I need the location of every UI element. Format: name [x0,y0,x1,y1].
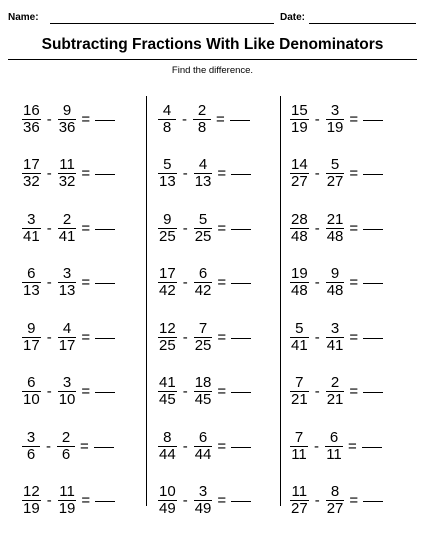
equals-sign: = [81,492,91,509]
answer-blank[interactable] [363,120,383,121]
fraction [22,103,41,136]
answer-blank[interactable] [363,174,383,175]
numerator: 18 [194,374,212,391]
denominator: 10 [23,391,40,408]
fraction [158,212,177,245]
answer-blank[interactable] [95,229,115,230]
answer-blank[interactable] [95,283,115,284]
fraction [57,430,75,463]
equals-sign: = [217,383,227,400]
numerator: 19 [291,265,308,282]
numerator: 3 [62,374,72,391]
answer-blank[interactable] [363,501,383,502]
answer-blank[interactable] [231,392,251,393]
answer-blank[interactable] [231,229,251,230]
date-label: Date: [280,12,306,23]
denominator: 48 [326,227,344,245]
subtraction-problem [290,371,383,413]
denominator: 45 [159,391,176,408]
subtraction-problem [158,425,251,467]
answer-blank[interactable] [95,174,115,175]
equals-sign: = [81,110,91,128]
denominator: 41 [23,227,40,245]
page-title: Subtracting Fractions With Like Denominators [41,36,384,53]
subtraction-problem [290,98,383,140]
minus-sign: - [182,383,188,400]
numerator: 3 [198,483,208,500]
numerator: 8 [330,483,340,500]
fraction [194,375,213,408]
equals-sign: = [216,110,225,128]
equals-sign: = [349,383,359,400]
denominator: 42 [194,282,212,299]
fraction [326,266,345,299]
denominator: 27 [326,173,344,190]
denominator: 36 [58,118,76,136]
minus-sign: - [314,274,320,291]
denominator: 13 [194,173,212,190]
equals-sign: = [217,219,227,237]
fraction [22,321,41,354]
denominator: 19 [58,500,76,517]
answer-blank[interactable] [363,229,383,230]
numerator: 3 [330,319,340,337]
fraction [158,266,177,299]
fraction [326,321,345,354]
fraction [194,212,213,245]
denominator: 13 [159,173,176,190]
fraction [194,157,213,190]
fraction [58,103,77,136]
worksheet-header [8,12,417,28]
column-divider [280,96,281,506]
minus-sign: - [314,110,320,128]
subtraction-problem [22,207,115,249]
subtraction-problem [290,425,382,467]
equals-sign: = [81,328,91,346]
answer-blank[interactable] [363,283,383,284]
equals-sign: = [81,219,91,237]
numerator: 41 [159,374,176,391]
subtraction-problem [290,262,383,304]
numerator: 3 [27,210,36,228]
minus-sign: - [314,165,320,182]
numerator: 15 [291,101,308,119]
denominator: 36 [23,118,40,136]
column-divider [146,96,147,506]
fraction [290,212,309,245]
numerator: 9 [27,319,36,337]
subtraction-problem [158,262,251,304]
numerator: 5 [163,156,172,173]
numerator: 6 [198,428,208,446]
minus-sign: - [46,437,51,455]
equals-sign: = [81,165,91,182]
equals-sign: = [217,165,227,182]
fraction [194,484,213,517]
denominator: 48 [291,227,308,245]
minus-sign: - [314,437,319,455]
denominator: 6 [26,445,36,463]
fraction [290,266,309,299]
minus-sign: - [182,110,187,128]
denominator: 41 [326,336,344,354]
denominator: 32 [23,173,40,190]
denominator: 8 [197,118,207,136]
numerator: 4 [162,101,172,119]
numerator: 6 [27,265,36,282]
answer-blank[interactable] [231,338,251,339]
fraction [158,484,177,517]
equals-sign: = [81,383,91,400]
numerator: 8 [163,428,172,446]
denominator: 25 [194,227,212,245]
fraction [58,321,77,354]
answer-blank[interactable] [230,120,250,121]
minus-sign: - [46,274,52,291]
numerator: 3 [26,428,36,446]
numerator: 5 [330,156,340,173]
denominator: 11 [326,445,342,463]
denominator: 41 [58,227,76,245]
numerator: 2 [62,210,72,228]
denominator: 10 [58,391,76,408]
minus-sign: - [314,219,320,237]
equals-sign: = [80,437,89,455]
equals-sign: = [81,274,91,291]
fraction [290,484,309,517]
subtraction-problem [22,480,115,522]
fraction [290,375,309,408]
denominator: 49 [159,500,176,517]
denominator: 44 [194,445,212,463]
equals-sign: = [348,437,357,455]
subtraction-problem [290,480,383,522]
denominator: 27 [291,173,308,190]
fraction [158,430,177,463]
subtraction-problem [290,316,383,358]
subtraction-problem [158,98,250,140]
minus-sign: - [46,219,52,237]
equals-sign: = [217,328,227,346]
minus-sign: - [46,165,52,182]
subtraction-problem [22,425,114,467]
fraction [194,321,213,354]
answer-blank[interactable] [231,447,251,448]
denominator: 48 [291,282,308,299]
numerator: 2 [197,101,207,119]
numerator: 12 [159,319,176,337]
subtraction-problem [22,98,115,140]
denominator: 25 [159,336,176,354]
subtraction-problem [290,153,383,195]
minus-sign: - [46,110,52,128]
numerator: 7 [198,319,208,337]
minus-sign: - [182,274,188,291]
fraction [158,375,177,408]
numerator: 28 [291,210,308,228]
fraction [290,321,309,354]
numerator: 17 [159,265,176,282]
denominator: 27 [291,500,308,517]
subtraction-problem [158,316,251,358]
fraction [158,103,176,136]
fraction [290,157,309,190]
fraction [58,157,77,190]
numerator: 11 [59,156,75,173]
fraction [22,375,41,408]
denominator: 17 [23,336,40,354]
minus-sign: - [46,328,52,346]
instruction-text: Find the difference. [171,65,254,76]
title-divider [8,59,417,60]
fraction [158,157,177,190]
answer-blank[interactable] [363,338,383,339]
fraction [325,430,343,463]
subtraction-problem [158,480,251,522]
denominator: 8 [162,118,172,136]
numerator: 3 [330,101,340,119]
fraction [326,157,345,190]
numerator: 9 [163,210,172,228]
denominator: 21 [291,391,308,408]
fraction [326,375,345,408]
denominator: 19 [291,118,308,136]
fraction [58,484,77,517]
denominator: 44 [159,445,176,463]
numerator: 5 [198,210,208,228]
numerator: 16 [23,101,40,119]
equals-sign: = [349,328,359,346]
subtraction-problem [158,207,251,249]
denominator: 6 [61,445,71,463]
answer-blank[interactable] [231,501,251,502]
answer-blank[interactable] [231,283,251,284]
subtraction-problem [158,153,251,195]
equals-sign: = [349,492,359,509]
equals-sign: = [217,437,227,455]
numerator: 5 [295,319,304,337]
fraction [326,103,345,136]
minus-sign: - [182,219,188,237]
minus-sign: - [46,383,52,400]
fraction [22,484,41,517]
subtraction-problem [22,153,115,195]
denominator: 48 [326,282,344,299]
date-field-line[interactable] [309,23,416,24]
equals-sign: = [349,219,359,237]
answer-blank[interactable] [95,338,115,339]
denominator: 13 [23,282,40,299]
answer-blank[interactable] [231,174,251,175]
minus-sign: - [314,492,320,509]
fraction [290,430,308,463]
fraction [326,484,345,517]
numerator: 3 [62,265,72,282]
numerator: 10 [159,483,176,500]
numerator: 6 [198,265,208,282]
equals-sign: = [217,492,227,509]
minus-sign: - [182,165,188,182]
numerator: 11 [59,483,75,500]
answer-blank[interactable] [363,392,383,393]
fraction [158,321,177,354]
minus-sign: - [182,328,188,346]
minus-sign: - [46,492,52,509]
fraction [326,212,345,245]
numerator: 2 [330,374,340,391]
minus-sign: - [182,492,188,509]
denominator: 13 [58,282,76,299]
minus-sign: - [314,328,320,346]
subtraction-problem [22,371,115,413]
name-label: Name: [8,12,39,23]
fraction [58,375,77,408]
answer-blank[interactable] [362,447,382,448]
denominator: 41 [291,336,308,354]
denominator: 25 [194,336,212,354]
minus-sign: - [182,437,188,455]
denominator: 42 [159,282,176,299]
numerator: 6 [27,374,36,391]
denominator: 21 [326,391,344,408]
numerator: 21 [326,210,344,228]
numerator: 14 [291,156,308,173]
fraction [194,430,213,463]
fraction [194,266,213,299]
subtraction-problem [22,262,115,304]
numerator: 11 [291,483,308,500]
numerator: 4 [198,156,208,173]
denominator: 32 [58,173,76,190]
subtraction-problem [22,316,115,358]
denominator: 25 [159,227,176,245]
numerator: 9 [330,265,340,282]
numerator: 4 [62,319,72,337]
numerator: 12 [23,483,40,500]
minus-sign: - [314,383,320,400]
denominator: 17 [58,336,76,354]
denominator: 19 [23,500,40,517]
denominator: 11 [291,445,307,463]
fraction [22,157,41,190]
fraction [58,266,77,299]
numerator: 17 [23,156,40,173]
fraction [290,103,309,136]
denominator: 45 [194,391,212,408]
numerator: 6 [329,428,339,446]
equals-sign: = [349,274,359,291]
fraction [58,212,77,245]
equals-sign: = [349,110,359,128]
equals-sign: = [349,165,359,182]
answer-blank[interactable] [94,447,114,448]
numerator: 7 [295,374,304,391]
denominator: 49 [194,500,212,517]
numerator: 7 [294,428,304,446]
name-field-line[interactable] [50,23,274,24]
numerator: 2 [61,428,71,446]
fraction [22,212,41,245]
equals-sign: = [217,274,227,291]
denominator: 19 [326,118,344,136]
subtraction-problem [290,207,383,249]
answer-blank[interactable] [95,392,115,393]
subtraction-problem [158,371,251,413]
fraction [193,103,211,136]
answer-blank[interactable] [95,501,115,502]
answer-blank[interactable] [95,120,115,121]
fraction [22,430,40,463]
denominator: 27 [326,500,344,517]
fraction [22,266,41,299]
numerator: 9 [62,101,72,119]
